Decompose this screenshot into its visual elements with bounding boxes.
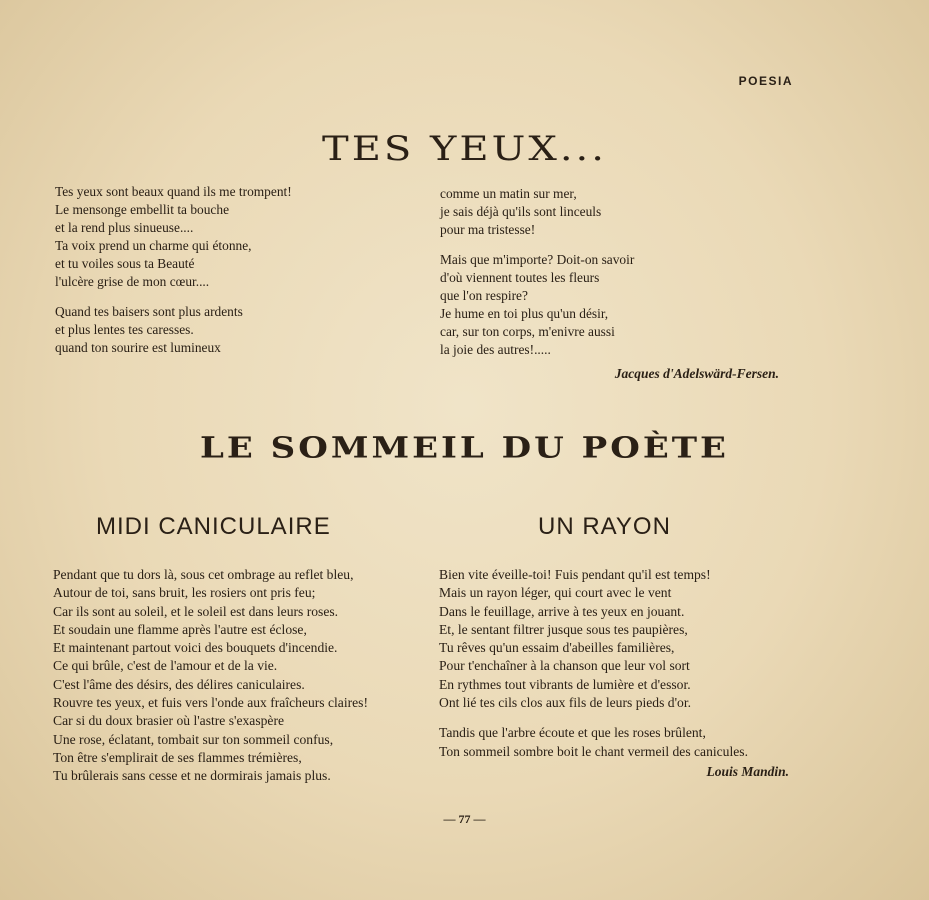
verse-line: pour ma tristesse! <box>440 222 536 237</box>
poem1-left-column <box>55 183 292 357</box>
verse-line: Je hume en toi plus qu'un désir, <box>440 306 609 321</box>
verse-line: Car si du doux brasier où l'astre s'exaspère <box>53 713 285 729</box>
verse-line: Ton sommeil sombre boit le chant vermeil des canicules. <box>439 743 748 759</box>
verse-line: d'où viennent toutes les fleurs <box>440 270 600 285</box>
verse-line: Tu rêves qu'un essaim d'abeilles familières, <box>439 640 675 656</box>
verse-line: Et maintenant partout voici des bouquets d'incendie. <box>53 640 338 656</box>
verse-line: Et soudain une flamme après l'autre est éclose, <box>53 621 307 637</box>
verse-line: Ce qui brûle, c'est de l'amour et de la vie. <box>53 658 278 674</box>
verse-line: Mais un rayon léger, qui court avec le vent <box>439 585 672 601</box>
verse-line: Quand tes baisers sont plus ardents <box>55 304 243 319</box>
poem-title-tes-yeux: TES YEUX... <box>322 129 607 169</box>
poem2-author: Louis Mandin. <box>706 764 789 779</box>
poem2-right-column <box>439 566 748 761</box>
verse-line: que l'on respire? <box>440 288 528 303</box>
verse-line: Ont lié tes cils clos aux fils de leurs pieds d'or. <box>439 695 692 711</box>
verse-line: En rythmes tout vibrants de lumière et d'essor. <box>439 676 691 692</box>
verse-line: Autour de toi, sans bruit, les rosiers ont pris feu; <box>53 585 316 601</box>
subtitle-midi-caniculaire: MIDI CANICULAIRE <box>96 513 331 540</box>
verse-line: la joie des autres!..... <box>440 342 551 357</box>
verse-line: Pendant que tu dors là, sous cet ombrage au reflet bleu, <box>53 567 354 582</box>
stanza-gap <box>440 239 634 251</box>
verse-line: Ton être s'emplirait de ses flammes trémières, <box>53 749 302 765</box>
verse-line: Rouvre tes yeux, et fuis vers l'onde aux fraîcheurs claires! <box>53 695 368 711</box>
verse-line: et tu voiles sous ta Beauté <box>55 256 195 271</box>
verse-line: C'est l'âme des désirs, des délires caniculaires. <box>53 676 305 692</box>
verse-line: comme un matin sur mer, <box>440 186 577 201</box>
verse-line: Car ils sont au soleil, et le soleil est dans leurs roses. <box>53 603 339 619</box>
verse-line: quand ton sourire est lumineux <box>55 340 221 355</box>
verse-line: Tu brûlerais sans cesse et ne dormirais jamais plus. <box>53 768 331 784</box>
stanza-gap <box>439 712 748 724</box>
verse-line: Une rose, éclatant, tombait sur ton sommeil confus, <box>53 731 334 747</box>
verse-line: et la rend plus sinueuse.... <box>55 220 194 235</box>
verse-line: Et, le sentant filtrer jusque sous tes paupières, <box>439 621 688 637</box>
poem-title-sommeil: LE SOMMEIL DU POÈTE <box>200 431 729 465</box>
poem1-right-column <box>440 185 634 359</box>
verse-line: Pour t'enchaîner à la chanson que leur vol sort <box>439 658 690 674</box>
verse-line: Mais que m'importe? Doit-on savoir <box>440 252 635 267</box>
verse-line: l'ulcère grise de mon cœur.... <box>55 274 210 289</box>
running-head: POESIA <box>738 74 793 88</box>
verse-line: Ta voix prend un charme qui étonne, <box>55 238 252 253</box>
verse-line: je sais déjà qu'ils sont linceuls <box>440 204 602 219</box>
verse-line: Bien vite éveille-toi! Fuis pendant qu'il est temps! <box>439 567 711 582</box>
subtitle-un-rayon: UN RAYON <box>538 513 671 540</box>
verse-line: Tandis que l'arbre écoute et que les roses brûlent, <box>439 725 706 741</box>
verse-line: car, sur ton corps, m'enivre aussi <box>440 324 615 339</box>
verse-line: Tes yeux sont beaux quand ils me trompent! <box>55 184 292 199</box>
verse-line: Dans le feuillage, arrive à tes yeux en jouant. <box>439 603 685 619</box>
poem1-author: Jacques d'Adelswärd-Fersen. <box>614 366 779 381</box>
stanza-gap <box>55 291 292 303</box>
poem2-left-column <box>53 566 368 786</box>
page-number: — 77 — <box>443 812 486 826</box>
verse-line: et plus lentes tes caresses. <box>55 322 194 337</box>
verse-line: Le mensonge embellit ta bouche <box>55 202 230 217</box>
